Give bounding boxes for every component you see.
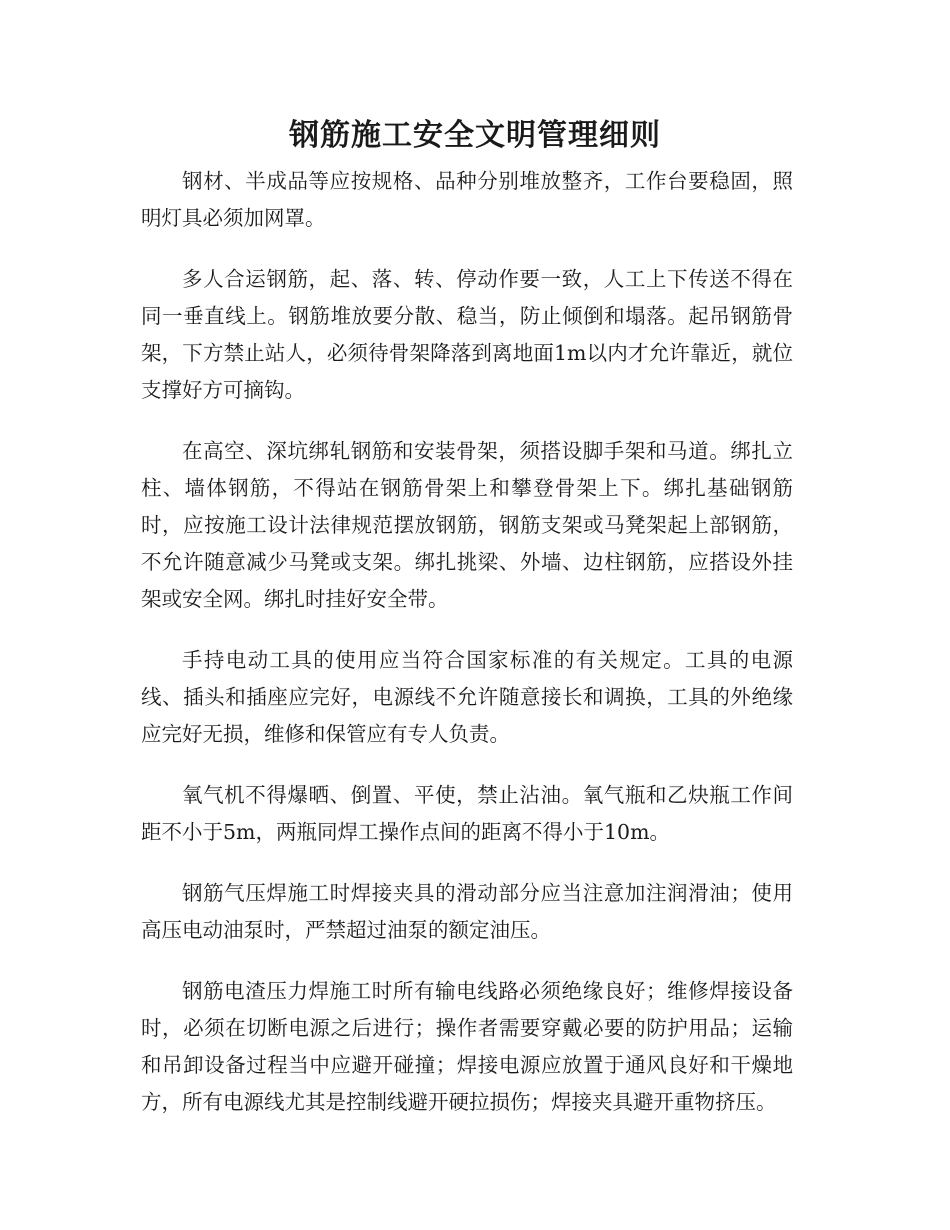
paragraph-3: 在高空、深坑绑轧钢筋和安装骨架，须搭设脚手架和马道。绑扎立柱、墙体钢筋，不得站在钢筋骨架上和攀登骨架上下。绑扎基础钢筋时，应按施工设计法律规范摆放钢筋，钢筋支架或马凳架起上部钢筋，不允许随意减少马凳或支架。绑扎挑梁、外墙、边柱钢筋，应搭设外挂架或安全网。绑扎时挂好安全带。 [141, 439, 793, 611]
paragraph-2: 多人合运钢筋，起、落、转、停动作要一致，人工上下传送不得在同一垂直线上。钢筋堆放要分散、稳当，防止倾倒和塌落。起吊钢筋骨架，下方禁止站人，必须待骨架降落到离地面1m以内才允许靠近，就位支撑好方可摘钩。 [141, 267, 793, 402]
paragraph-6: 钢筋气压焊施工时焊接夹具的滑动部分应当注意加注润滑油；使用高压电动油泵时，严禁超过油泵的额定油压。 [141, 881, 793, 942]
paragraph-7: 钢筋电渣压力焊施工时所有输电线路必须绝缘良好；维修焊接设备时，必须在切断电源之后进行；操作者需要穿戴必要的防护用品；运输和吊卸设备过程当中应避开碰撞；焊接电源应放置于通风良好和干燥地方，所有电源线尤其是控制线避开硬拉损伤；焊接夹具避开重物挤压。 [141, 979, 793, 1114]
page-title: 钢筋施工安全文明管理细则 [289, 118, 661, 153]
document-body [141, 163, 793, 1145]
paragraph-4: 手持电动工具的使用应当符合国家标准的有关规定。工具的电源线、插头和插座应完好，电源线不允许随意接长和调换，工具的外绝缘应完好无损，维修和保管应有专人负责。 [141, 648, 793, 746]
paragraph-1: 钢材、半成品等应按规格、品种分别堆放整齐，工作台要稳固，照明灯具必须加网罩。 [141, 169, 793, 230]
paragraph-5: 氧气机不得爆晒、倒置、平使，禁止沾油。氧气瓶和乙炔瓶工作间距不小于5m，两瓶同焊工操作点间的距离不得小于10m。 [141, 783, 793, 844]
